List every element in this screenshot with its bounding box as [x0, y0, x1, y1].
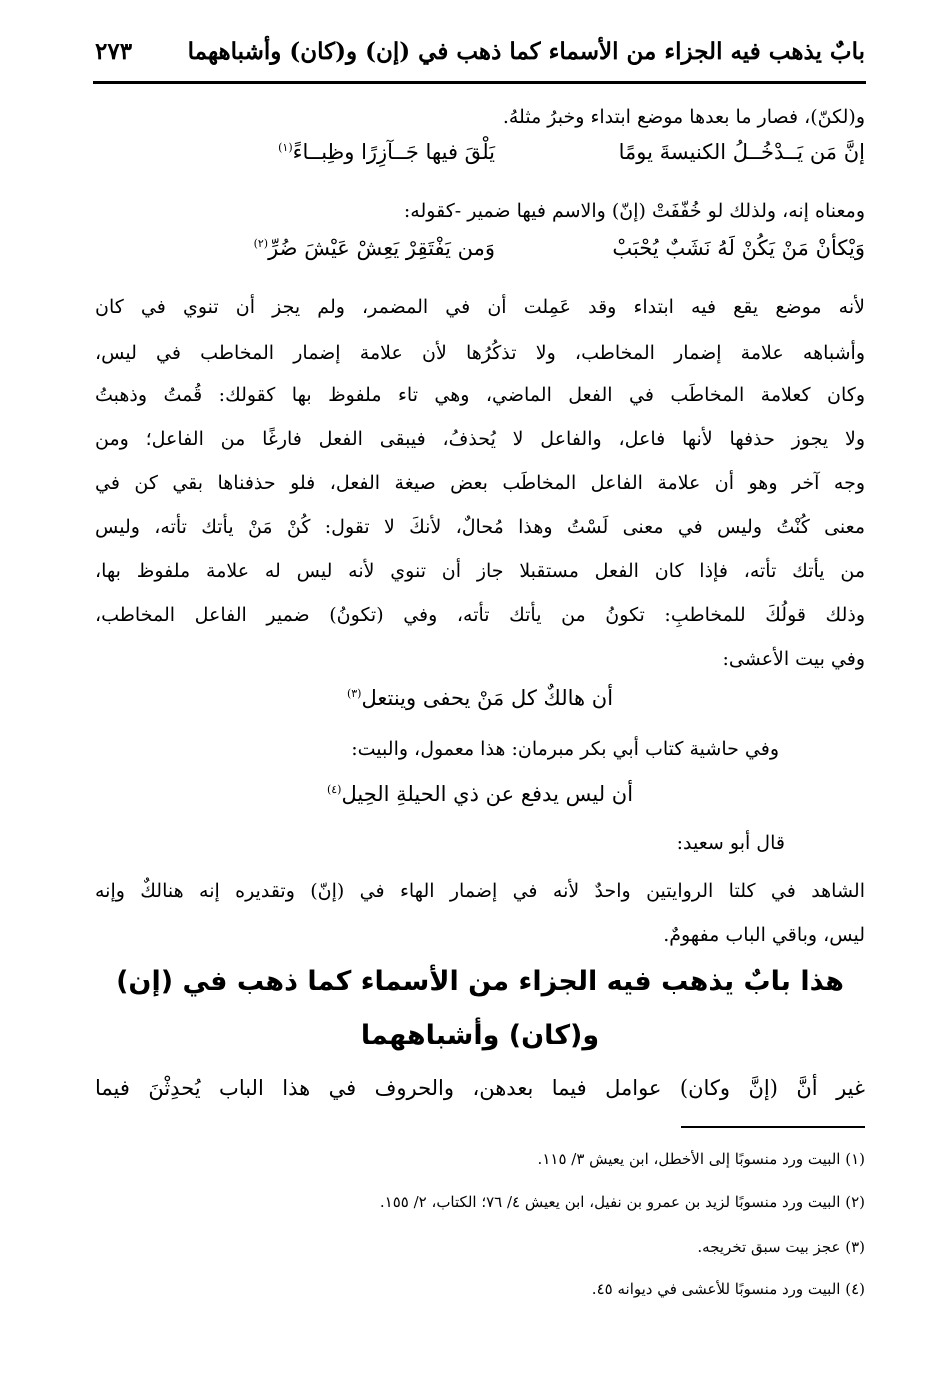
footnote-3: (٣) عجز بيت سبق تخريجه.	[697, 1238, 865, 1256]
text-line: ولا يجوز حذفها لأنها فاعل، والفاعل لا يُحذفُ، فيبقى الفعل فارغًا من الفاعل؛ ومن	[95, 428, 865, 450]
text-line: وفي بيت الأعشى:	[722, 648, 865, 670]
footnote-ref-3: (٣)	[346, 687, 362, 700]
footnote-4: (٤) البيت ورد منسوبًا للأعشى في ديوانه ٤٥.	[591, 1280, 865, 1298]
running-header-title: بابٌ يذهب فيه الجزاء من الأسماء كما ذهب في (إن) و(كان) وأشباههما	[187, 38, 865, 65]
verse-1-second-hemistich	[278, 140, 495, 164]
footnote-ref-2: (٢)	[253, 237, 269, 250]
text-line: من يأتك تأته، فإذا كان الفعل مستقبلا جاز أن تنوي لأنه ليس له علامة ملفوظ بها،	[95, 560, 865, 582]
text-line: وكان كعلامة المخاطَب في الفعل الماضي، وهي تاء ملفوظ بها كقولك: قُمتُ وذهبتُ	[95, 384, 865, 406]
verse-2-first-hemistich: وَيْكأنْ مَنْ يَكُنْ لَهُ نَشَبٌ يُحْبَبْ	[612, 236, 865, 260]
text-line: ومعناه إنه، ولذلك لو خُفّفَتْ (إنّ) والاسم فيها ضمير -كقوله:	[403, 200, 865, 222]
verse-2-second-hemistich	[254, 236, 495, 260]
text-line: قال أبو سعيد:	[676, 832, 785, 854]
verse-1-second-text: يَلْقَ فيها جَــآزِرًا وظِبــاءً	[292, 140, 495, 164]
footnote-ref-1: (١)	[278, 141, 293, 154]
verse-2	[95, 236, 865, 272]
section-lead-line: غير أنَّ (إنَّ وكان) عوامل فيما بعدهن، والحروف في هذا الباب يُحدِثْنَ فيما	[95, 1076, 865, 1100]
verse-4-text: أن ليس يدفع عن ذي الحيلةِ الحِيل	[341, 782, 634, 806]
section-title-line-1: هذا بابٌ يذهب فيه الجزاء من الأسماء كما ذهب في (إن)	[116, 966, 844, 997]
page-number: ٢٧٣	[95, 38, 133, 65]
footnote-ref-4: (٤)	[326, 783, 342, 796]
running-header	[95, 32, 865, 78]
footnote-1: (١) البيت ورد منسوبًا إلى الأخطل، ابن يعيش ٣/ ١١٥.	[537, 1150, 865, 1168]
text-line: ليس، وباقي الباب مفهومٌ.	[663, 924, 865, 946]
section-title-line-2: و(كان) وأشباههما	[360, 1020, 600, 1051]
verse-2-second-text: وَمن يَفْتَقِرْ يَعِشْ عَيْشَ ضُرِّ	[268, 236, 495, 260]
footnote-2: (٢) البيت ورد منسوبًا لزيد بن عمرو بن نفيل، ابن يعيش ٤/ ٧٦؛ الكتاب، ٢/ ١٥٥.	[379, 1193, 865, 1211]
text-line: لأنه موضع يقع فيه ابتداء وقد عَمِلت أن في المضمر، ولم يجز أن تنوي في كان	[95, 296, 865, 318]
text-line: و(لكنّ)، فصار ما بعدها موضع ابتداء وخبرُ مثلهُ.	[502, 106, 865, 128]
text-line: الشاهد في كلتا الروايتين واحدٌ لأنه في إضمار الهاء في (إنّ) وتقديره إنه هنالكٌ وإنه	[95, 880, 865, 902]
text-line: وذلك قولُكَ للمخاطبِ: تكونُ من يأتك تأته، وفي (تكونُ) ضمير الفاعل المخاطب،	[95, 604, 865, 626]
verse-1	[95, 140, 865, 176]
header-divider	[93, 81, 866, 84]
text-line: وأشباهه علامة إضمار المخاطب، ولا تذكُرُها لأن علامة إضمار المخاطب في ليس،	[95, 342, 865, 364]
text-line: وجه آخر وهو أن علامة الفاعل المخاطَب بعض صيغة الفعل، فلو حذفناها بقي كن في	[95, 472, 865, 494]
verse-1-first-hemistich: إنَّ مَن يَــدْخُــلُ الكنيسةَ يومًا	[618, 140, 865, 164]
verse-3	[95, 686, 865, 710]
text-line: معنى كُنْتُ وليس في معنى لَسْتُ وهذا مُحالٌ، لأنكَ لا تقول: كُنْ مَنْ يأتك تأته، وليس	[95, 516, 865, 538]
footnote-divider	[681, 1126, 865, 1128]
verse-4	[95, 782, 865, 806]
verse-3-text: أن هالكٌ كل مَنْ يحفى وينتعل	[361, 686, 614, 710]
text-line: وفي حاشية كتاب أبي بكر مبرمان: هذا معمول، والبيت:	[351, 738, 779, 760]
